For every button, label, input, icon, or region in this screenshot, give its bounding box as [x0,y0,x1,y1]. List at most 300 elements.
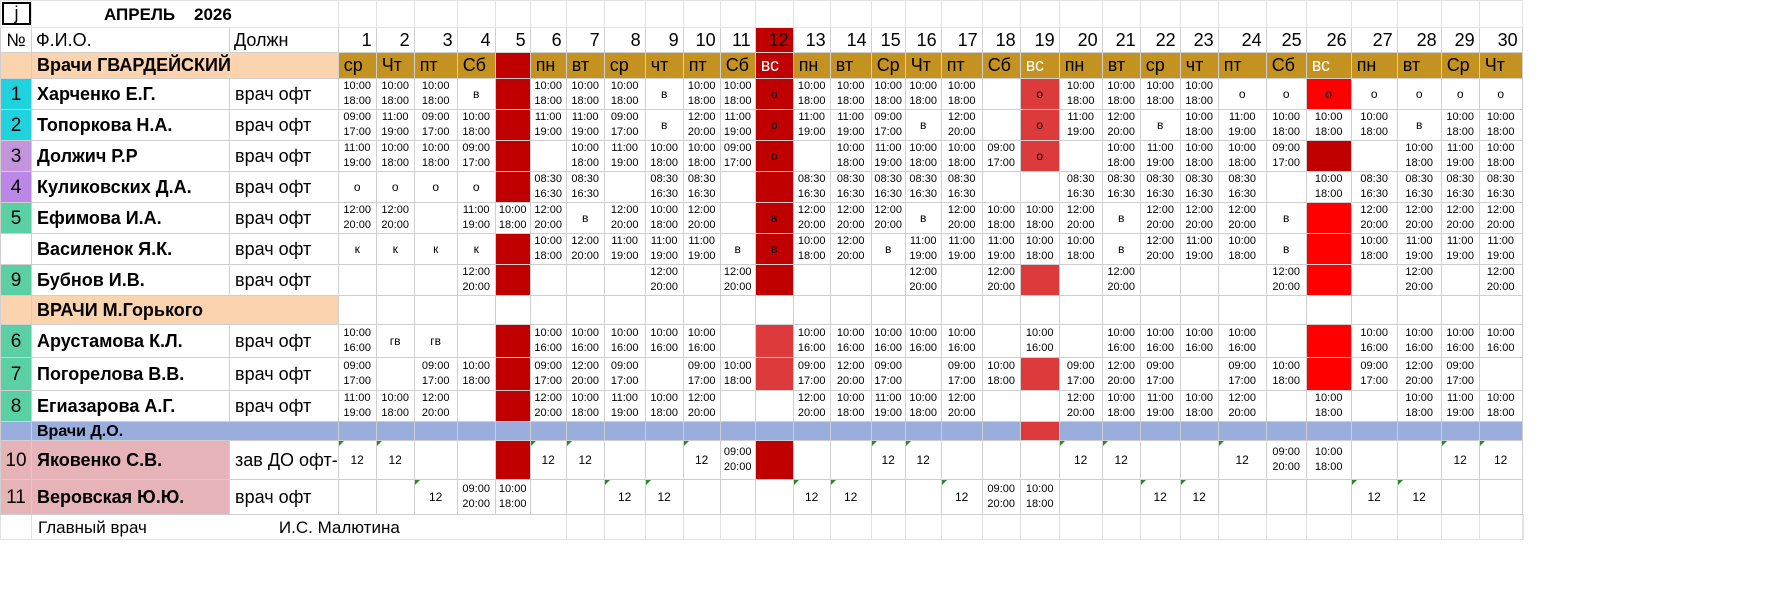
empty-cell[interactable] [338,296,376,325]
shift-cell[interactable] [871,358,905,391]
shift-cell[interactable] [645,325,683,358]
empty-cell[interactable] [683,515,720,540]
shift-cell[interactable] [376,141,414,172]
band-cell[interactable] [830,422,871,441]
weekday-cell[interactable]: вс [1306,53,1351,79]
shift-cell[interactable] [1059,172,1102,203]
empty-cell[interactable] [645,296,683,325]
shift-cell[interactable]: к [338,234,376,265]
group-num-cell[interactable] [1,296,32,325]
empty-cell[interactable] [495,1,530,28]
shift-cell[interactable] [941,234,982,265]
shift-cell[interactable] [793,203,830,234]
shift-cell[interactable]: в [905,110,941,141]
shift-cell[interactable] [982,79,1020,110]
shift-cell[interactable] [1180,325,1218,358]
band-cell[interactable] [982,422,1020,441]
shift-cell[interactable] [720,441,755,480]
empty-cell[interactable] [1479,515,1522,540]
shift-cell[interactable] [530,391,566,422]
shift-cell[interactable] [376,265,414,296]
shift-cell[interactable] [604,141,645,172]
shift-cell[interactable] [530,325,566,358]
empty-cell[interactable] [1020,296,1059,325]
shift-cell[interactable]: 12 [1218,441,1266,480]
doctor-number[interactable]: 2 [1,110,32,141]
band-cell[interactable] [604,422,645,441]
shift-cell[interactable] [1306,480,1351,515]
shift-cell[interactable] [566,110,604,141]
empty-cell[interactable] [338,1,376,28]
empty-cell[interactable] [1,515,32,540]
shift-cell[interactable]: о [376,172,414,203]
empty-cell[interactable] [457,1,495,28]
shift-cell[interactable] [645,172,683,203]
shift-cell[interactable] [1140,441,1180,480]
shift-cell[interactable] [1441,265,1479,296]
shift-cell[interactable] [414,391,457,422]
shift-cell[interactable] [1020,172,1059,203]
shift-cell[interactable] [566,79,604,110]
day-header[interactable]: 20 [1059,28,1102,53]
day-header[interactable]: 12 [755,28,793,53]
shift-cell[interactable] [905,391,941,422]
shift-cell[interactable]: 12 [793,480,830,515]
shift-cell[interactable] [1180,141,1218,172]
shift-cell[interactable] [871,141,905,172]
shift-cell[interactable] [755,480,793,515]
shift-cell[interactable] [1020,480,1059,515]
shift-cell[interactable] [1479,358,1522,391]
shift-cell[interactable] [1140,234,1180,265]
shift-cell[interactable]: 12 [1441,441,1479,480]
shift-cell[interactable] [495,79,530,110]
shift-cell[interactable] [720,79,755,110]
shift-cell[interactable] [1351,110,1397,141]
shift-cell[interactable] [1479,172,1522,203]
shift-cell[interactable] [604,391,645,422]
shift-cell[interactable]: к [414,234,457,265]
shift-cell[interactable] [566,234,604,265]
shift-cell[interactable] [1479,325,1522,358]
shift-cell[interactable] [1140,203,1180,234]
shift-cell[interactable] [1266,325,1306,358]
doctor-name[interactable]: Погорелова В.В. [32,358,230,391]
shift-cell[interactable] [905,358,941,391]
shift-cell[interactable] [1306,141,1351,172]
shift-cell[interactable] [414,110,457,141]
shift-cell[interactable] [1266,358,1306,391]
empty-cell[interactable] [720,296,755,325]
shift-cell[interactable] [414,203,457,234]
weekday-cell[interactable]: Чт [1479,53,1522,79]
weekday-cell[interactable]: вт [566,53,604,79]
band-cell[interactable] [1479,422,1522,441]
empty-cell[interactable] [1479,296,1522,325]
day-header[interactable]: 30 [1479,28,1522,53]
shift-cell[interactable] [755,325,793,358]
day-header[interactable]: 7 [566,28,604,53]
shift-cell[interactable] [1059,391,1102,422]
day-header[interactable]: 5 [495,28,530,53]
shift-cell[interactable] [604,325,645,358]
empty-cell[interactable] [1441,1,1479,28]
shift-cell[interactable] [1102,325,1140,358]
shift-cell[interactable] [793,79,830,110]
shift-cell[interactable] [871,325,905,358]
shift-cell[interactable] [1306,441,1351,480]
shift-cell[interactable] [830,172,871,203]
shift-cell[interactable] [645,141,683,172]
shift-cell[interactable] [530,79,566,110]
shift-cell[interactable] [830,325,871,358]
shift-cell[interactable]: о [1441,79,1479,110]
shift-cell[interactable] [1180,79,1218,110]
day-header[interactable]: 21 [1102,28,1140,53]
shift-cell[interactable] [604,358,645,391]
shift-cell[interactable] [376,391,414,422]
doctor-position[interactable]: врач офт [230,110,339,141]
empty-cell[interactable] [1522,515,1523,540]
empty-cell[interactable] [645,515,683,540]
shift-cell[interactable] [1180,172,1218,203]
empty-cell[interactable] [683,296,720,325]
cell-a1[interactable] [1,1,32,28]
shift-cell[interactable] [1180,441,1218,480]
shift-cell[interactable] [604,265,645,296]
shift-cell[interactable] [1102,480,1140,515]
shift-cell[interactable] [1020,325,1059,358]
shift-cell[interactable] [1218,480,1266,515]
day-header[interactable]: 27 [1351,28,1397,53]
shift-cell[interactable] [1059,141,1102,172]
shift-cell[interactable] [338,79,376,110]
empty-cell[interactable] [1306,515,1351,540]
shift-cell[interactable] [1306,110,1351,141]
shift-cell[interactable] [905,480,941,515]
shift-cell[interactable] [905,141,941,172]
group-header[interactable]: Врачи ГВАРДЕЙСКИЙ [32,53,339,79]
empty-cell[interactable] [1441,515,1479,540]
shift-cell[interactable] [495,110,530,141]
day-header[interactable]: 10 [683,28,720,53]
shift-cell[interactable]: о [755,79,793,110]
shift-cell[interactable] [530,234,566,265]
shift-cell[interactable] [982,110,1020,141]
shift-cell[interactable] [495,141,530,172]
doctor-name[interactable]: Ефимова И.А. [32,203,230,234]
day-header[interactable]: 29 [1441,28,1479,53]
shift-cell[interactable] [1020,358,1059,391]
shift-cell[interactable]: 12 [830,480,871,515]
shift-cell[interactable] [830,265,871,296]
shift-cell[interactable] [830,391,871,422]
shift-cell[interactable] [1306,358,1351,391]
empty-cell[interactable] [604,1,645,28]
selected-cell-a1[interactable]: j [2,2,31,25]
doctor-name[interactable]: Должич Р.Р [32,141,230,172]
shift-cell[interactable] [1020,441,1059,480]
shift-cell[interactable] [495,265,530,296]
doctor-name[interactable]: Веровская Ю.Ю. [32,480,230,515]
shift-cell[interactable]: в [755,234,793,265]
shift-cell[interactable] [1180,234,1218,265]
group-header[interactable]: Врачи Д.О. [32,422,339,441]
shift-cell[interactable] [566,265,604,296]
shift-cell[interactable] [338,265,376,296]
doctor-name[interactable]: Егиазарова А.Г. [32,391,230,422]
shift-cell[interactable]: 12 [941,480,982,515]
shift-cell[interactable] [376,110,414,141]
empty-cell[interactable] [1059,296,1102,325]
empty-cell[interactable] [871,296,905,325]
band-cell[interactable] [414,422,457,441]
shift-cell[interactable] [683,265,720,296]
empty-cell[interactable] [982,1,1020,28]
shift-cell[interactable] [871,110,905,141]
empty-cell[interactable] [941,1,982,28]
empty-cell[interactable] [1441,296,1479,325]
band-cell[interactable] [793,422,830,441]
shift-cell[interactable] [457,480,495,515]
shift-cell[interactable] [1020,391,1059,422]
shift-cell[interactable]: в [566,203,604,234]
shift-cell[interactable] [1140,325,1180,358]
shift-cell[interactable] [1479,391,1522,422]
shift-cell[interactable] [530,265,566,296]
shift-cell[interactable] [755,265,793,296]
shift-cell[interactable] [457,391,495,422]
shift-cell[interactable] [1351,203,1397,234]
shift-cell[interactable] [941,358,982,391]
shift-cell[interactable] [982,234,1020,265]
doctor-position[interactable]: зав ДО офт- [230,441,339,480]
shift-cell[interactable] [1351,325,1397,358]
empty-cell[interactable] [1218,515,1266,540]
empty-cell[interactable] [1180,1,1218,28]
shift-cell[interactable] [830,141,871,172]
shift-cell[interactable] [683,203,720,234]
empty-cell[interactable] [376,296,414,325]
shift-cell[interactable]: 12 [604,480,645,515]
shift-cell[interactable] [1059,234,1102,265]
shift-cell[interactable] [1441,141,1479,172]
doctor-position[interactable]: врач офт [230,79,339,110]
empty-cell[interactable] [755,296,793,325]
shift-cell[interactable] [1266,480,1306,515]
band-cell[interactable] [941,422,982,441]
band-cell[interactable] [1020,422,1059,441]
shift-cell[interactable] [793,391,830,422]
shift-cell[interactable] [793,441,830,480]
empty-cell[interactable] [1397,296,1441,325]
empty-cell[interactable] [1218,1,1266,28]
shift-cell[interactable] [905,234,941,265]
shift-cell[interactable] [457,141,495,172]
shift-cell[interactable] [1059,480,1102,515]
shift-cell[interactable] [830,79,871,110]
band-cell[interactable] [871,422,905,441]
shift-cell[interactable] [645,234,683,265]
shift-cell[interactable] [905,79,941,110]
shift-cell[interactable] [1020,203,1059,234]
shift-cell[interactable] [1266,391,1306,422]
empty-cell[interactable] [566,515,604,540]
shift-cell[interactable] [1140,265,1180,296]
shift-cell[interactable] [755,391,793,422]
weekday-cell[interactable]: Сб [1266,53,1306,79]
shift-cell[interactable] [1102,110,1140,141]
empty-cell[interactable] [1306,296,1351,325]
empty-cell[interactable] [1059,1,1102,28]
shift-cell[interactable] [1059,203,1102,234]
shift-cell[interactable]: 12 [1351,480,1397,515]
shift-cell[interactable] [530,141,566,172]
shift-cell[interactable] [1397,325,1441,358]
shift-cell[interactable] [1441,110,1479,141]
doctor-name[interactable]: Арустамова К.Л. [32,325,230,358]
doctor-number[interactable]: 7 [1,358,32,391]
shift-cell[interactable]: о [1218,79,1266,110]
shift-cell[interactable] [376,203,414,234]
shift-cell[interactable] [941,391,982,422]
shift-cell[interactable] [1397,358,1441,391]
band-cell[interactable] [530,422,566,441]
shift-cell[interactable] [1266,441,1306,480]
shift-cell[interactable] [1397,391,1441,422]
shift-cell[interactable] [604,79,645,110]
shift-cell[interactable]: в [1140,110,1180,141]
shift-cell[interactable] [1441,203,1479,234]
weekday-cell[interactable]: чт [1180,53,1218,79]
shift-cell[interactable] [530,110,566,141]
shift-cell[interactable] [1351,234,1397,265]
shift-cell[interactable]: о [755,110,793,141]
shift-cell[interactable] [1397,141,1441,172]
doctor-number[interactable] [1,234,32,265]
shift-cell[interactable] [683,358,720,391]
shift-cell[interactable] [982,172,1020,203]
day-header[interactable]: 22 [1140,28,1180,53]
shift-cell[interactable]: 12 [338,441,376,480]
doctor-position[interactable]: врач офт [230,391,339,422]
shift-cell[interactable] [1218,358,1266,391]
band-cell[interactable] [1059,422,1102,441]
shift-cell[interactable] [871,265,905,296]
shift-cell[interactable] [566,325,604,358]
shift-cell[interactable]: 12 [376,441,414,480]
shift-cell[interactable] [683,325,720,358]
shift-cell[interactable] [1397,172,1441,203]
weekday-cell[interactable]: вт [830,53,871,79]
shift-cell[interactable] [1441,172,1479,203]
empty-cell[interactable] [755,1,793,28]
shift-cell[interactable] [1218,203,1266,234]
shift-cell[interactable] [1351,441,1397,480]
shift-cell[interactable] [604,172,645,203]
shift-cell[interactable] [414,441,457,480]
shift-cell[interactable] [604,441,645,480]
shift-cell[interactable] [1397,441,1441,480]
empty-cell[interactable] [1479,1,1522,28]
shift-cell[interactable]: о [1306,79,1351,110]
footer-cell[interactable] [32,515,567,540]
day-header[interactable]: 1 [338,28,376,53]
shift-cell[interactable] [338,480,376,515]
empty-cell[interactable] [604,296,645,325]
band-cell[interactable] [457,422,495,441]
empty-cell[interactable] [1020,1,1059,28]
day-header[interactable]: 19 [1020,28,1059,53]
doctor-number[interactable]: 10 [1,441,32,480]
weekday-cell[interactable]: ср [1140,53,1180,79]
shift-cell[interactable] [1059,265,1102,296]
band-cell[interactable] [1218,422,1266,441]
empty-cell[interactable] [495,296,530,325]
shift-cell[interactable] [1140,391,1180,422]
shift-cell[interactable] [530,203,566,234]
empty-cell[interactable] [941,515,982,540]
doctor-position[interactable]: врач офт [230,234,339,265]
shift-cell[interactable] [982,265,1020,296]
shift-cell[interactable]: в [1102,203,1140,234]
empty-cell[interactable] [1020,515,1059,540]
shift-cell[interactable] [1397,265,1441,296]
shift-cell[interactable] [982,480,1020,515]
shift-cell[interactable] [1397,203,1441,234]
shift-cell[interactable] [1351,172,1397,203]
shift-cell[interactable] [457,265,495,296]
empty-cell[interactable] [720,1,755,28]
shift-cell[interactable]: 12 [1397,480,1441,515]
shift-cell[interactable] [941,172,982,203]
shift-cell[interactable] [495,391,530,422]
weekday-cell[interactable]: пн [1059,53,1102,79]
shift-cell[interactable] [1180,110,1218,141]
empty-cell[interactable] [1102,296,1140,325]
empty-cell[interactable] [905,296,941,325]
shift-cell[interactable]: в [1266,234,1306,265]
shift-cell[interactable]: о [1479,79,1522,110]
shift-cell[interactable] [495,172,530,203]
shift-cell[interactable] [871,203,905,234]
empty-cell[interactable] [1351,515,1397,540]
shift-cell[interactable]: к [457,234,495,265]
empty-cell[interactable] [1102,1,1140,28]
empty-cell[interactable] [1351,1,1397,28]
header-no[interactable]: № [1,28,32,53]
shift-cell[interactable] [457,358,495,391]
shift-cell[interactable] [1218,110,1266,141]
shift-cell[interactable] [941,141,982,172]
shift-cell[interactable] [1266,172,1306,203]
shift-cell[interactable] [982,141,1020,172]
band-cell[interactable] [1102,422,1140,441]
shift-cell[interactable] [1479,480,1522,515]
shift-cell[interactable] [645,265,683,296]
doctor-number[interactable]: 9 [1,265,32,296]
shift-cell[interactable] [338,391,376,422]
shift-cell[interactable] [720,172,755,203]
shift-cell[interactable] [941,441,982,480]
band-cell[interactable] [1441,422,1479,441]
shift-cell[interactable]: в [1102,234,1140,265]
day-header[interactable]: 3 [414,28,457,53]
doctor-number[interactable]: 4 [1,172,32,203]
shift-cell[interactable] [1441,358,1479,391]
shift-cell[interactable] [414,79,457,110]
shift-cell[interactable] [1180,391,1218,422]
